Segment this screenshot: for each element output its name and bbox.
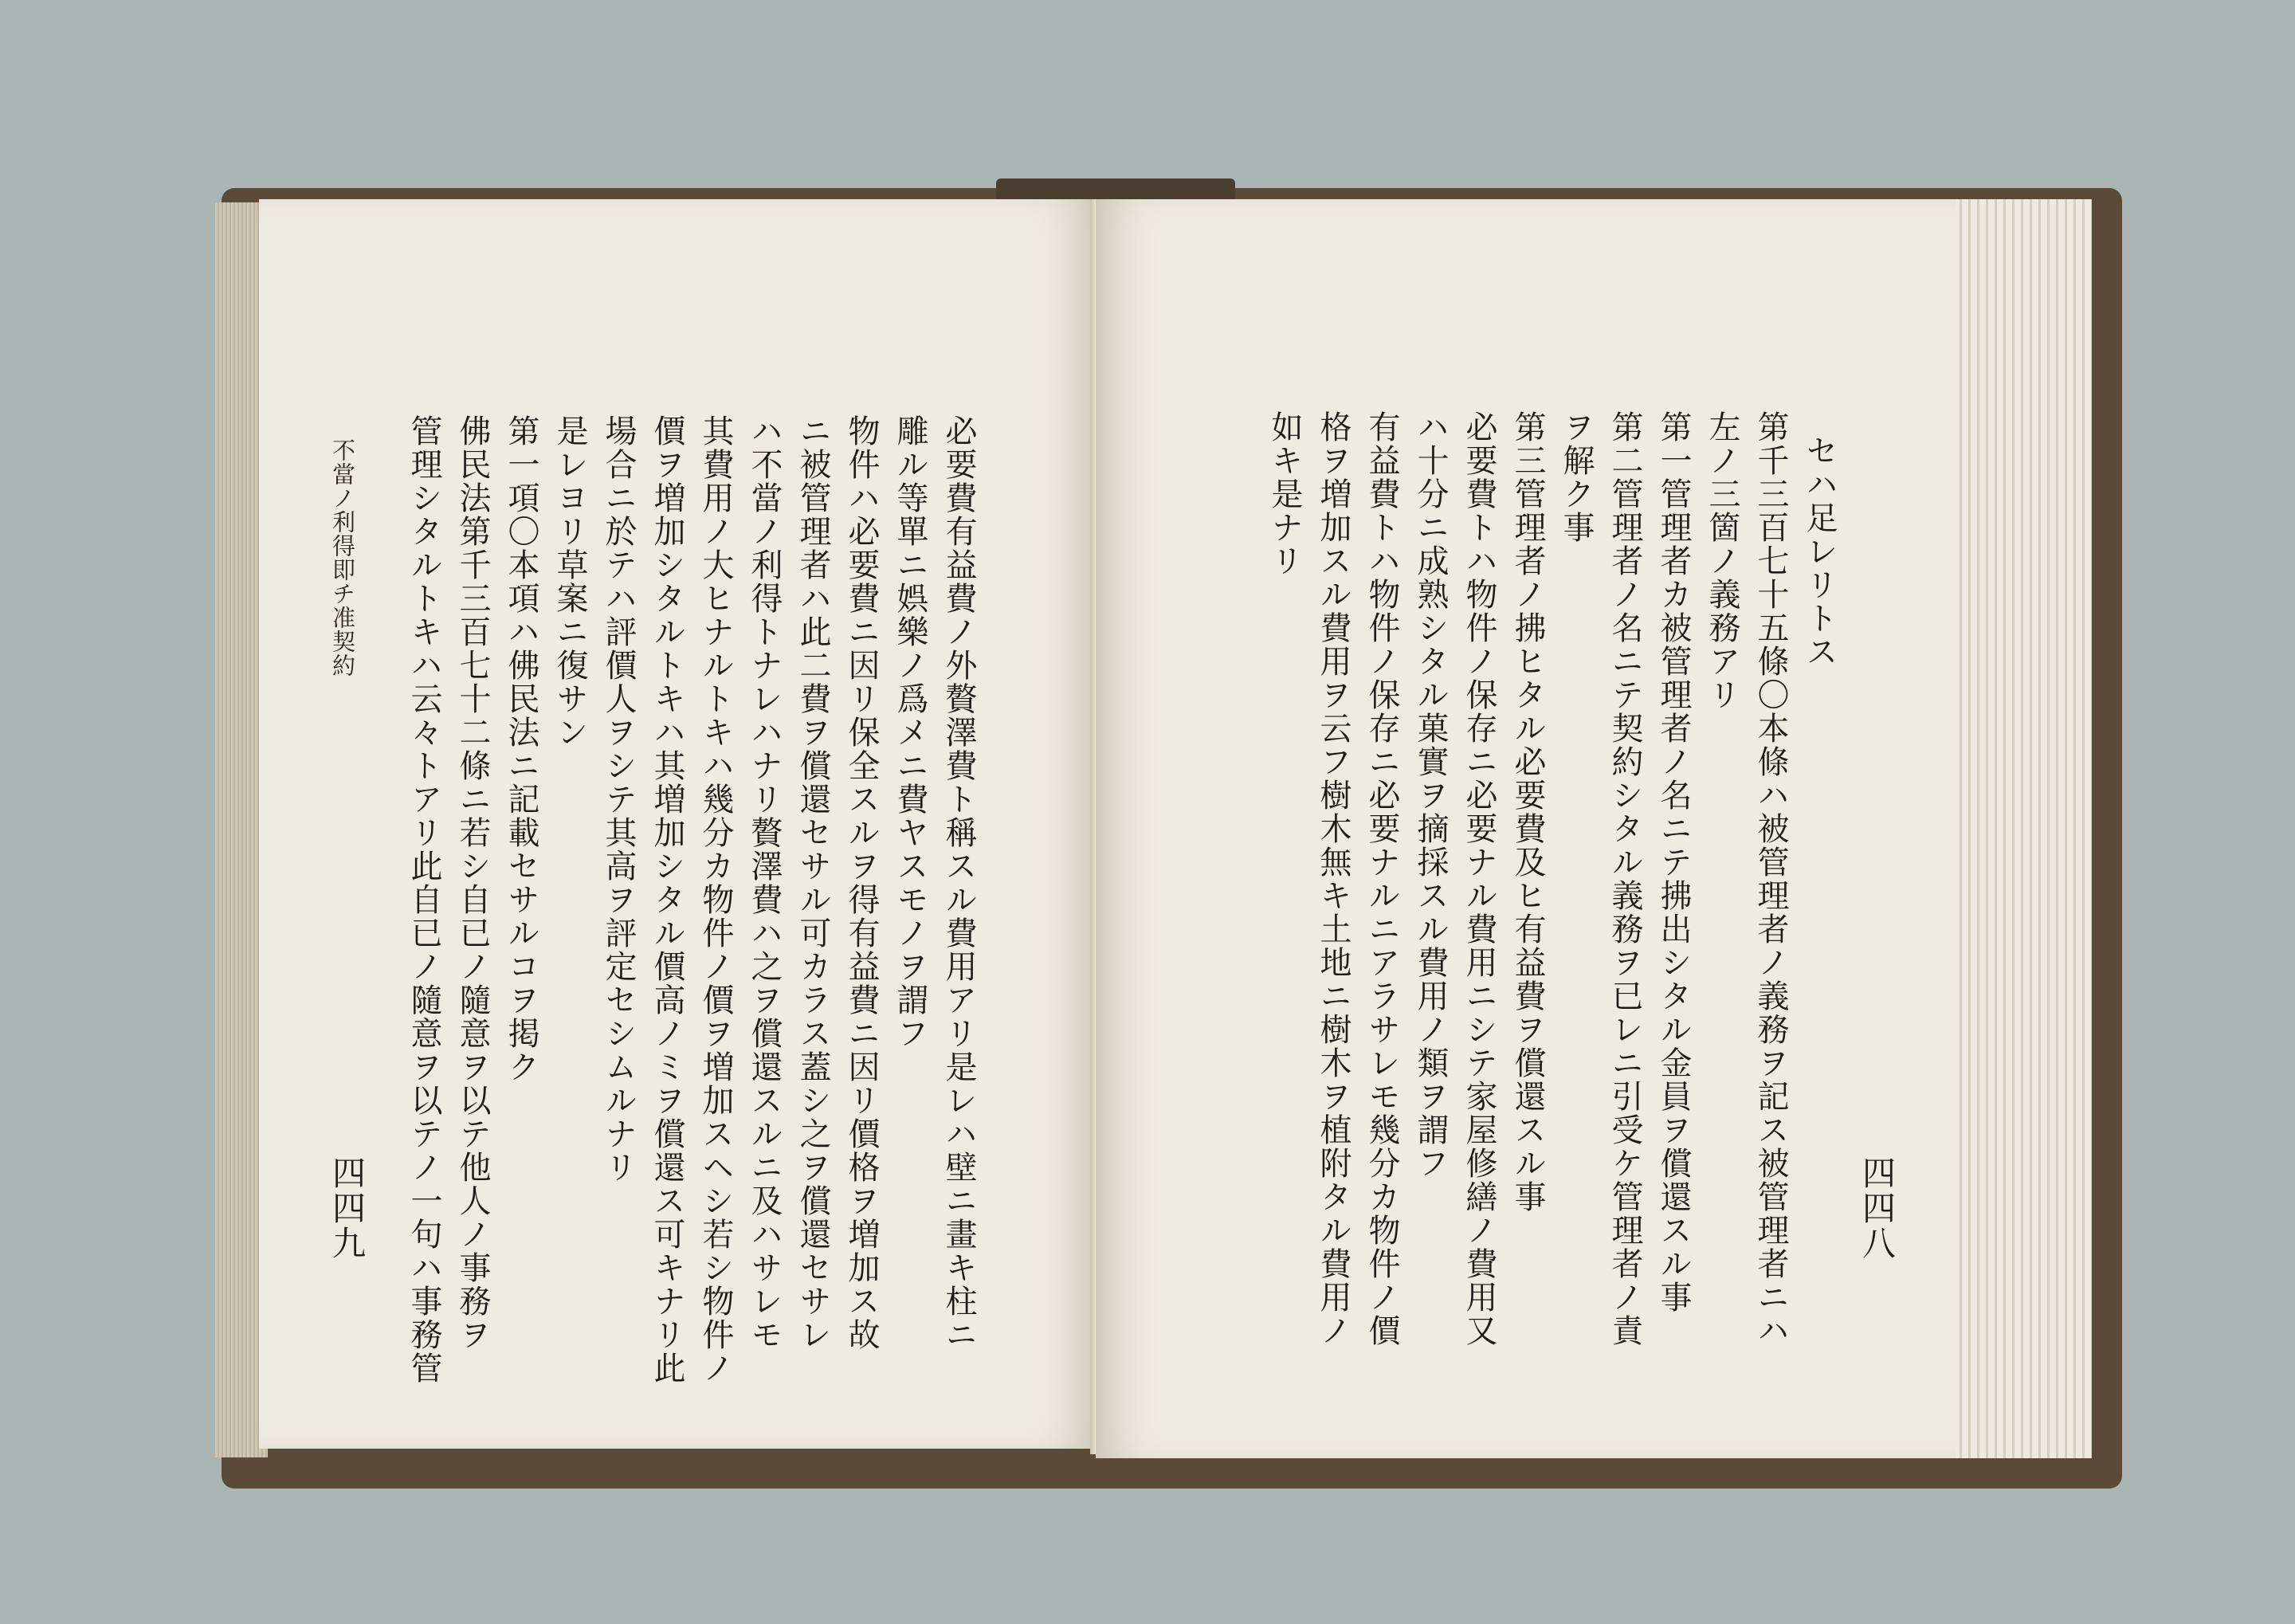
text-line: 價ヲ増加シタルトキハ其増加シタル價高ノミヲ償還ス可キナリ此 [649,414,685,1385]
text-line: セハ足レリトス [1801,434,1838,669]
page-number-left: 四四九 [328,1155,367,1261]
text-line: 其費用ノ大ヒナルトキハ幾分カ物件ノ價ヲ増加スヘシ若シ物件ノ [697,414,734,1385]
text-line: ハ不當ノ利得トナレハナリ贅澤費ハ之ヲ償還スルニ及ハサレモ [746,414,783,1351]
text-line: 必要費有益費ノ外贅澤費ト稱スル費用アリ是レハ壁ニ畫キ柱ニ [940,414,977,1351]
text-line: 左ノ三箇ノ義務アリ [1704,410,1740,712]
text-line: 第千三百七十五條〇本條ハ被管理者ノ義務ヲ記ス被管理者ニハ [1752,410,1789,1347]
text-line: 場合ニ於テハ評價人ヲシテ其高ヲ評定セシムルナリ [600,414,637,1184]
text-line: 雕ル等單ニ娯樂ノ爲メニ費ヤスモノヲ謂フ [892,414,928,1050]
text-line: 管理シタルトキハ云々トアリ此自已ノ隨意ヲ以テノ一句ハ事務管 [406,414,442,1385]
text-line: ハ十分ニ成熟シタル菓實ヲ摘採スル費用ノ類ヲ謂フ [1412,410,1449,1180]
right-page-edges [1944,199,2092,1458]
text-line: 第一項〇本項ハ佛民法ニ記載セサルコヲ掲ク [503,414,539,1084]
right-page [1096,199,1956,1458]
text-line: 必要費トハ物件ノ保存ニ必要ナル費用ニシテ家屋修繕ノ費用又 [1461,410,1497,1347]
text-line: 第一管理者カ被管理者ノ名ニテ拂出シタル金員ヲ償還スル事 [1655,410,1692,1314]
page-number-right: 四四八 [1858,1155,1897,1261]
text-line: 有益費トハ物件ノ保存ニ必要ナルニアラサレモ幾分カ物件ノ價 [1363,410,1400,1347]
text-line: 格ヲ増加スル費用ヲ云フ樹木無キ土地ニ樹木ヲ植附タル費用ノ [1315,410,1352,1347]
left-page [259,199,1096,1449]
text-line: 第二管理者ノ名ニテ契約シタル義務ヲ已レニ引受ケ管理者ノ責 [1606,410,1643,1347]
text-line: 是レヨリ草案ニ復サン [551,414,588,749]
text-line: ニ被管理者ハ此二費ヲ償還セサル可カラス蓋シ之ヲ償還セサレ [794,414,831,1351]
text-line: 佛民法第千三百七十二條ニ若シ自已ノ隨意ヲ以テ他人ノ事務ヲ [454,414,491,1351]
running-head: 不當ノ利得即チ准契約 [329,438,356,677]
text-line: 如キ是ナリ [1266,410,1303,578]
text-line: 物件ハ必要費ニ因リ保全スルヲ得有益費ニ因リ價格ヲ増加ス故 [843,414,880,1351]
text-line: 第三管理者ノ拂ヒタル必要費及ヒ有益費ヲ償還スル事 [1509,410,1546,1214]
text-line: ヲ解ク事 [1558,410,1595,544]
